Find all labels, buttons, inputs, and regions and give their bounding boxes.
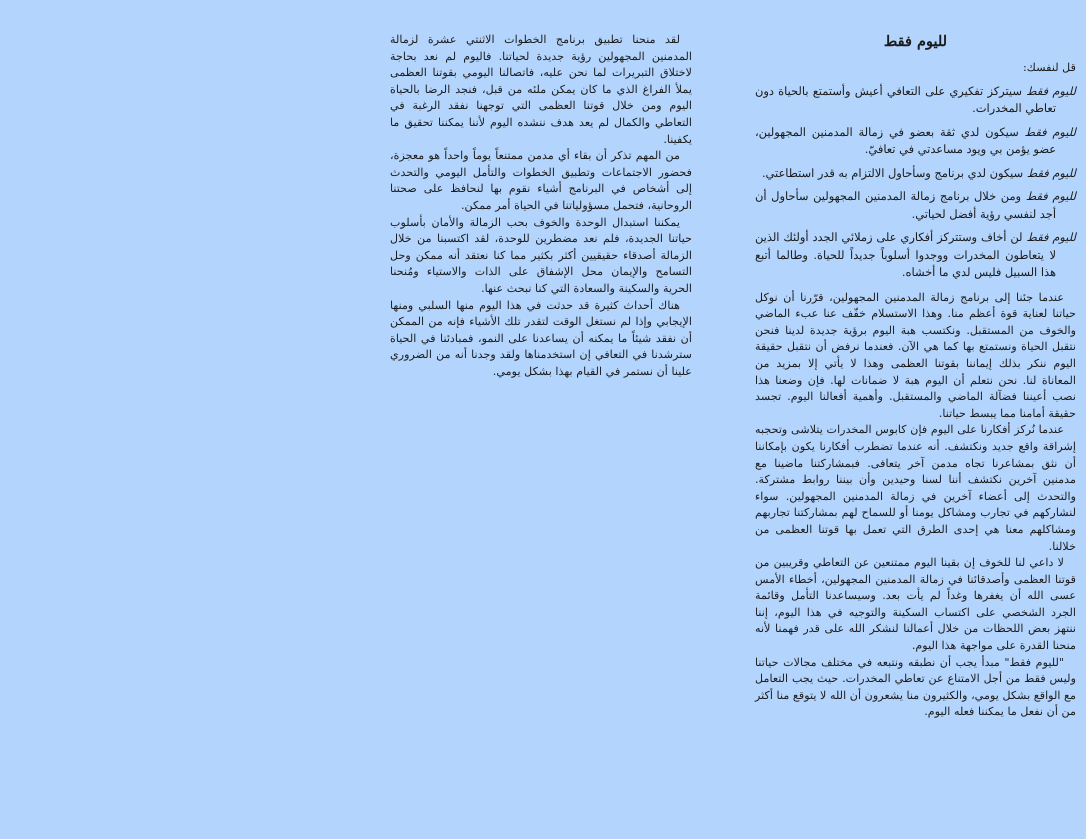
page-title: لليوم فقط bbox=[883, 33, 948, 50]
body-paragraph: يمكننا استبدال الوحدة والخوف بحب الزمالة والأمان بأسلوب حياتنا الجديدة، فلم نعد مضطرين للوحدة، لقد اكتسبنا من خلال الزمالة أصدقاء حقيقيين أكثر بكثير مما كنا نعتقد أنه ممكن وحل التسامح والإيمان محل الإشفاق على الذات والاستياء ومُنحنا الحرية والسكينة والسعادة التي كنا نبحث عنها. bbox=[390, 215, 692, 295]
affirmation-lead: لليوم فقط bbox=[1026, 83, 1076, 98]
affirmation-item bbox=[755, 188, 1076, 223]
affirmation-list bbox=[755, 83, 1076, 282]
left-text-column bbox=[390, 32, 692, 380]
affirmation-text: سيتركز تفكيري على التعافي أعيش وأستمتع بالحياة دون تعاطي المخدرات. bbox=[755, 83, 1056, 116]
affirmation-lead: لليوم فقط bbox=[1026, 230, 1076, 245]
intro-line: قل لنفسك: bbox=[1023, 61, 1076, 74]
affirmation-text: لن أخاف وستتركز أفكاري على زملائي الجدد أولئك الذين لا يتعاطون المخدرات ووجدوا أسلوباً جديداً للحياة. وطالما أتبع هذا السبيل فليس لدي ما أخشاه. bbox=[755, 230, 1056, 280]
body-paragraph: لا داعي لنا للخوف إن بقينا اليوم ممتنعين عن التعاطي وقريبين من قوتنا العظمى وأصدقائنا في زمالة المدمنين المجهولين، أخطاء الأمس عسى الله أن يغفرها وغداً لم يأت بعد. وسيساعدنا التأمل وقائمة الجرد الشخصي على اكتساب السكينة والتوجيه في هذا اليوم، إننا ننتهز بعض اللحظات من خلال أعمالنا لنشكر الله على قدر فهمنا لأنه منحنا القدرة على مواجهة هذا اليوم. bbox=[755, 556, 1076, 653]
right-text-column bbox=[755, 32, 1076, 721]
body-paragraph: هناك أحداث كثيرة قد حدثت في هذا اليوم منها السلبي ومنها الإيجابي وإذا لم نستغل الوقت لتقدر تلك الأشياء فإنه من الممكن أن نفقد شيئاً ما يمكنه أن يساعدنا على النمو، فمبادئنا في الحياة سترشدنا في التعافي إن استخدمناها ولقد وجدنا أنه من الضروري علينا أن نستمر في القيام بهذا بشكل يومي. bbox=[390, 298, 692, 378]
affirmation-item bbox=[755, 229, 1076, 282]
affirmation-lead: لليوم فقط bbox=[1024, 124, 1076, 139]
affirmation-lead: لليوم فقط bbox=[1025, 189, 1076, 204]
affirmation-text: سيكون لدي برنامج وسأحاول الالتزام به قدر استطاعتي. bbox=[761, 165, 1027, 180]
affirmation-item bbox=[755, 83, 1076, 118]
body-paragraph: "لليوم فقط" مبدأ يجب أن نطبقه ونتبعه في مختلف مجالات حياتنا وليس فقط من أجل الامتناع عن تعاطي المخدرات. حيث يجب التعامل مع الواقع بشكل يومي، والكثيرون منا يشعرون أن الله لا يتوقع منا أكثر من أن نفعل ما يمكننا فعله اليوم. bbox=[755, 655, 1076, 719]
affirmation-text: ومن خلال برنامج زمالة المدمنين المجهولين سأحاول أن أجد لنفسي رؤية أفضل لحياتي. bbox=[755, 189, 1056, 221]
affirmation-text: سيكون لدي ثقة بعضو في زمالة المدمنين المجهولين، عضو يؤمن بي ويود مساعدتي في تعافيّ. bbox=[755, 124, 1056, 157]
affirmation-item bbox=[755, 124, 1076, 159]
body-paragraph: لقد منحنا تطبيق برنامج الخطوات الاثنتي عشرة لزمالة المدمنين المجهولين رؤية جديدة لحياتنا. فاليوم لم نعد بحاجة لاختلاق التبريرات لما نحن عليه، فاتصالنا اليومي بقوتنا العظمى يملأ الفراغ الذي ما كان يمكن ملئه من قبل، فنجد الرضا بالحياة اليوم ومن خلال قوتنا العظمى التي توجهنا نفقد الرغبة في التعاطي والكمال لم يعد هدف ننشده اليوم لأننا يمكننا تحقيق ما يكفينا. bbox=[390, 33, 692, 146]
body-paragraph: عندما نُركز أفكارنا على اليوم فإن كابوس المخدرات يتلاشى وتحجبه إشراقة واقع جديد ونكتشف. أنه عندما تضطرب أفكارنا يكون بإمكاننا أن نثق بمشاعرنا تجاه مدمن آخر يتعافى. فبمشاركتنا ماضينا مع مدمنين آخرين نكتشف أننا لسنا وحيدين وأن بيننا روابط مشتركة. والتحدث إلى أعضاء آخرين في زمالة المدمنين المجهولين. سواء لنشاركهم في تجارب ومشاكل يومنا أو للسماح لهم بمشاركتنا تجاربهم ومشاكلهم معنا هي إحدى الطرق التي تعمل بها قوتنا العظمى من خلالنا. bbox=[755, 423, 1076, 553]
body-paragraph: من المهم تذكر أن بقاء أي مدمن ممتنعاً يوماً واحداً هو معجزة، فحضور الاجتماعات وتطبيق الخطوات والتأمل اليومي والتحدث إلى أشخاص في البرنامج أشياء نقوم بها لنحافظ على صحتنا الروحانية، فتحمل مسؤولياتنا في الحياة أمر ممكن. bbox=[390, 149, 692, 212]
affirmation-item bbox=[755, 165, 1076, 183]
body-paragraph: عندما جئنا إلى برنامج زمالة المدمنين المجهولين، قرّرنا أن نوكل حياتنا لعناية قوة أعظم منا. وهذا الاستسلام خفّف عنا عبء الماضي والخوف من المستقبل. ونكتسب هبة اليوم برؤية جديدة لدينا فنحن نتقبل الحياة ونستمتع بها كما هي الآن. فعندما نرفض أن نتقبل حقيقة اليوم ننكر بذلك إيماننا بقوتنا العظمى وهذا لا يأتي إلا بمزيد من المعاناة لنا. نحن نتعلم أن اليوم هبة لا ضمانات لها. فإن وضعنا هذا نصب أعيننا فضآلة الماضي والمستقبل. وأهمية أفعالنا اليوم. تجسد حقيقة أمامنا مما يبسط حياتنا. bbox=[755, 290, 1076, 420]
affirmation-lead: لليوم فقط bbox=[1026, 165, 1076, 180]
